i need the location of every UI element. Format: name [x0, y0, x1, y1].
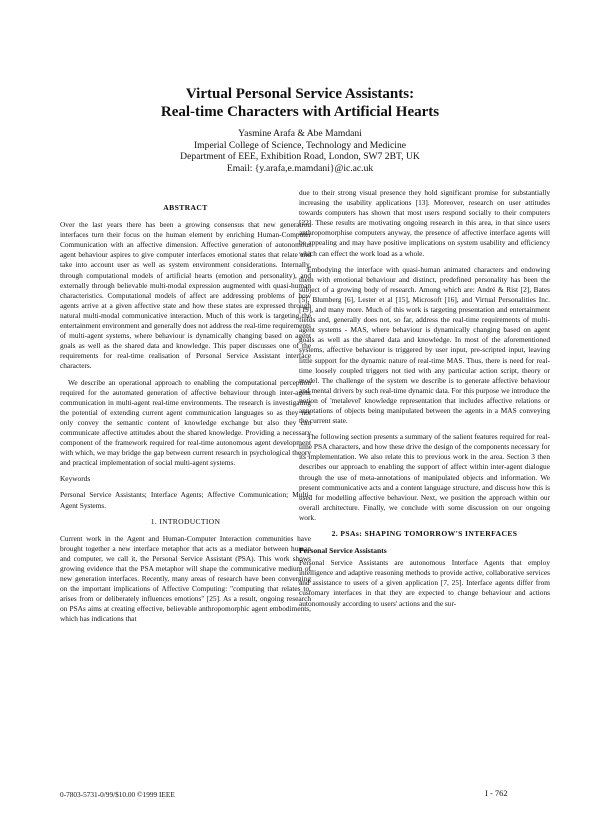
- right-column: [299, 188, 550, 615]
- introduction-paragraph-1: Current work in the Agent and Human-Computer Interaction communities have brought together a new interface metaphor that acts as a mediator between human and computer, we call it, the Personal Service Assistant (PSA). This work shows growing evidence that the PSA metaphor will shape the communicative medium of new generation interfaces. Recently, many areas of research have been converging on the important implications of Affective Computing: "computing that relates to, arises from or deliberately influences emotions" [25]. As a result, ongoing research on PSAs aims at creating effective, believable anthropomorphic agent embodiments, which has indications that: [60, 533, 311, 624]
- abstract-paragraph-2: We describe an operational approach to enabling the computational perception required for the automated generation of affective behaviour through inter-agent communication in multi-agent real-time environments. The research is investigating the potential of extending current agent communication languages so as they not only convey the semantic content of knowledge exchange but also they can communicate affective attitudes about the shared knowledge. Providing a necessary component of the framework required for real-time autonomous agent development with which, we may bridge the gap between current research in psychological theory and practical implementation of social multi-agent systems.: [60, 377, 311, 468]
- right-paragraph-3: The following section presents a summary of the salient features required for real-time PSA characters, and how these drive the design of the components necessary for its implementation. We also relate this to previous work in the area. Section 3 then describes our approach to enabling the support of affect within inter-agent dialogue through the use of meta-annotations of manipulated objects and information. We present communicative acts and a content language structure, and discuss how this is used for modelling affective behaviour. Next, we position the approach within our overall architecture. Finally, we conclude with some discussion on our ongoing work.: [299, 432, 550, 522]
- copyright-notice: 0-7803-5731-0/99/$10.00 ©1999 IEEE: [60, 790, 175, 799]
- affiliation: Imperial College of Science, Technology and Medicine: [193, 139, 406, 151]
- department-address: Department of EEE, Exhibition Road, London, SW7 2BT, UK: [180, 151, 420, 162]
- section-2-heading: 2. PSAs: SHAPING TOMORROW'S INTERFACES: [331, 529, 518, 538]
- psa-subheading: Personal Service Assistants: [299, 546, 387, 556]
- keywords-text: Personal Service Assistants; Interface Agents; Affective Communication; Multi-Agent Systems.: [60, 490, 311, 510]
- right-paragraph-2: Embodying the interface with quasi-human animated characters and endowing them with emotional behaviour and distinct, predefined personality has been the subject of a growing body of research. Among which are: André & Rist [2], Bates [5], Blumberg [6], Lester et al [15], Microsoft [16], and Virtual Personalities Inc. [19], and many more. Much of this work is targeting presentation and entertainment fields and, generally does not, so far, address the real-time requirements of multi-agent systems - MAS, where behaviour is dynamically changing based on agent goals as well as the shared data and knowledge. In most of the aforementioned systems, affective behaviour is triggered by user input, pre-scripted input, leaving little support for the dynamic nature of real-time MAS. Thus, there is need for real-time loosely coupled triggers not tied with any particular action script, theory or model. The challenge of the system we describe is to generate affective behaviour and mental drivers by such real-time dynamic data. For this purpose we introduce the notion of 'metalevel' knowledge representation that includes affective relations or annotations of objects being manipulated between the agents in a MAS conveying the current state.: [299, 264, 550, 426]
- left-column: [60, 203, 311, 631]
- paper-title-line-2: Real-time Characters with Artificial Hearts: [160, 104, 440, 120]
- page-number: I - 762: [485, 788, 508, 798]
- paper-title-line-1: Virtual Personal Service Assistants:: [185, 86, 415, 102]
- right-paragraph-1: due to their strong visual presence they hold significant promise for substantially increasing the usability applications [13]. Moreover, research on user attitudes towards computers has shown that most users respond socially to their computers [22]. These results are motivating ongoing research in this area, in that since users anthropomorphise computers anyway, the presence of affective interface agents will be appealing and may have positive implications on system usability and efficiency which can effect the work load as a whole.: [299, 188, 550, 258]
- author-names: Yasmine Arafa & Abe Mamdani: [238, 128, 362, 139]
- right-paragraph-4: Personal Service Assistants are autonomous Interface Agents that employ intelligence and adaptive reasoning methods to provide active, collaborative services and assistance to users of a given application [7, 25]. Interface agents differ from customary interfaces in that they are expected to change behaviour and actions autonomously according to users' actions and the sur-: [299, 558, 550, 608]
- author-email: Email: {y.arafa,e.mamdani}@ic.ac.uk: [226, 162, 374, 174]
- introduction-heading: 1. INTRODUCTION: [150, 516, 221, 526]
- keywords-heading: Keywords: [60, 474, 91, 484]
- author-block: [0, 128, 600, 174]
- abstract-paragraph-1: Over the last years there has been a growing consensus that new generation interfaces turn their focus on the human element by enriching Human-Computer Communication with an affective dimension. Affective generation of autonomous agent behaviour aspires to give computer interfaces emotional states that relate and take into account user as well as system environment considerations. Internally, through computational models of artificial hearts (emotion and personality), and externally through believable multi-modal expression augmented with quasi-human characteristics. Computational models of affect are addressing problems of how agents arrive at a given affective state and how these states are expressed through natural multi-modal communicative interaction. Much of this work is targeting the entertainment environment and generally does not address the real-time requirements of multi-agent systems, where behaviour is dynamically changing based on agent goals as well as the shared data and knowledge. This paper discusses one of the requirements for real-time realisation of Personal Service Assistant interface characters.: [60, 220, 311, 371]
- abstract-heading: ABSTRACT: [163, 203, 208, 212]
